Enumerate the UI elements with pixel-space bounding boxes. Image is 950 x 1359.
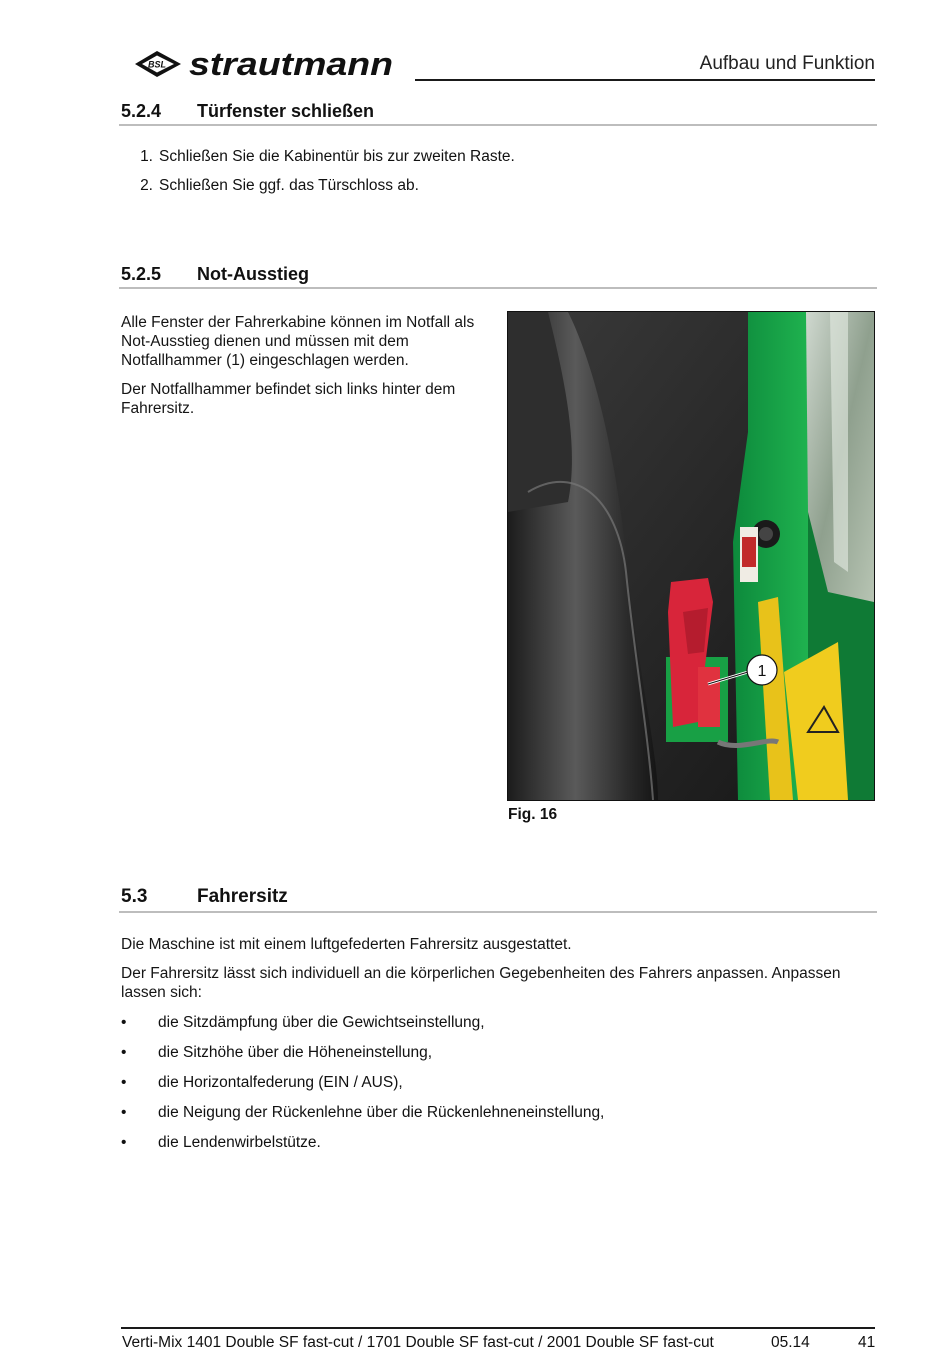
footer-model-text: Verti-Mix 1401 Double SF fast-cut / 1701 Double SF fast-cut / 2001 Double SF fast-cut	[122, 1334, 714, 1351]
step-number: 1.	[140, 148, 153, 165]
section-524-title: Türfenster schließen	[197, 101, 375, 121]
bullet-text: die Horizontalfederung (EIN / AUS),	[158, 1074, 403, 1091]
section-53-paragraph-2: Der Fahrersitz lässt sich individuell an die körperlichen Gegebenheiten des Fahrers anpassen. Anpassen lassen sich:	[121, 965, 841, 1001]
section-53-rule	[119, 911, 877, 913]
bullet-text: die Lendenwirbelstütze.	[158, 1134, 321, 1151]
bullet-text: die Sitzdämpfung über die Gewichtseinstellung,	[158, 1014, 485, 1031]
section-524-rule	[119, 124, 877, 126]
bullet-text: die Neigung der Rückenlehne über die Rückenlehneneinstellung,	[158, 1104, 605, 1121]
bullet-icon: •	[121, 1104, 127, 1121]
bullet-icon: •	[121, 1074, 127, 1091]
list-item	[121, 1074, 861, 1104]
section-525-number: 5.2.5	[121, 264, 162, 284]
list-item	[121, 1044, 861, 1074]
strautmann-logo	[133, 46, 395, 82]
figure-callout-label: 1	[757, 663, 767, 680]
step-text: Schließen Sie ggf. das Türschloss ab.	[159, 177, 419, 194]
section-525-title: Not-Ausstieg	[197, 264, 309, 284]
header-rule	[415, 79, 875, 81]
section-525-rule	[119, 287, 877, 289]
header-title: Aufbau und Funktion	[699, 53, 875, 74]
section-525-paragraph-2: Der Notfallhammer befindet sich links hinter dem Fahrersitz.	[121, 381, 456, 417]
section-524-number: 5.2.4	[121, 101, 162, 121]
figure-caption: Fig. 16	[508, 806, 558, 823]
step-number: 2.	[140, 177, 153, 194]
list-item	[121, 1014, 861, 1044]
section-53-bullets	[121, 1014, 861, 1164]
page-number: 41	[858, 1334, 876, 1351]
list-item	[137, 177, 737, 206]
step-text: Schließen Sie die Kabinentür bis zur zweiten Raste.	[159, 148, 515, 165]
emergency-hammer-photo	[507, 311, 875, 801]
footer-date: 05.14	[771, 1334, 810, 1351]
section-524-steps	[137, 148, 737, 206]
list-item	[121, 1134, 861, 1164]
list-item	[137, 148, 737, 177]
section-53-number: 5.3	[121, 886, 148, 907]
bullet-icon: •	[121, 1044, 127, 1061]
section-53-paragraph-1: Die Maschine ist mit einem luftgefederten Fahrersitz ausgestattet.	[121, 936, 572, 953]
bullet-icon: •	[121, 1134, 127, 1151]
logo-badge: BSL	[148, 59, 166, 70]
footer-rule	[121, 1327, 875, 1329]
bullet-text: die Sitzhöhe über die Höheneinstellung,	[158, 1044, 433, 1061]
list-item	[121, 1104, 861, 1134]
section-525-paragraph-1: Alle Fenster der Fahrerkabine können im Notfall als Not-Ausstieg dienen und müssen mit dem Notfallhammer (1) eingeschlagen werden.	[121, 314, 475, 369]
logo-wordmark: strautmann	[189, 46, 393, 82]
bullet-icon: •	[121, 1014, 127, 1031]
section-53-title: Fahrersitz	[197, 886, 288, 907]
